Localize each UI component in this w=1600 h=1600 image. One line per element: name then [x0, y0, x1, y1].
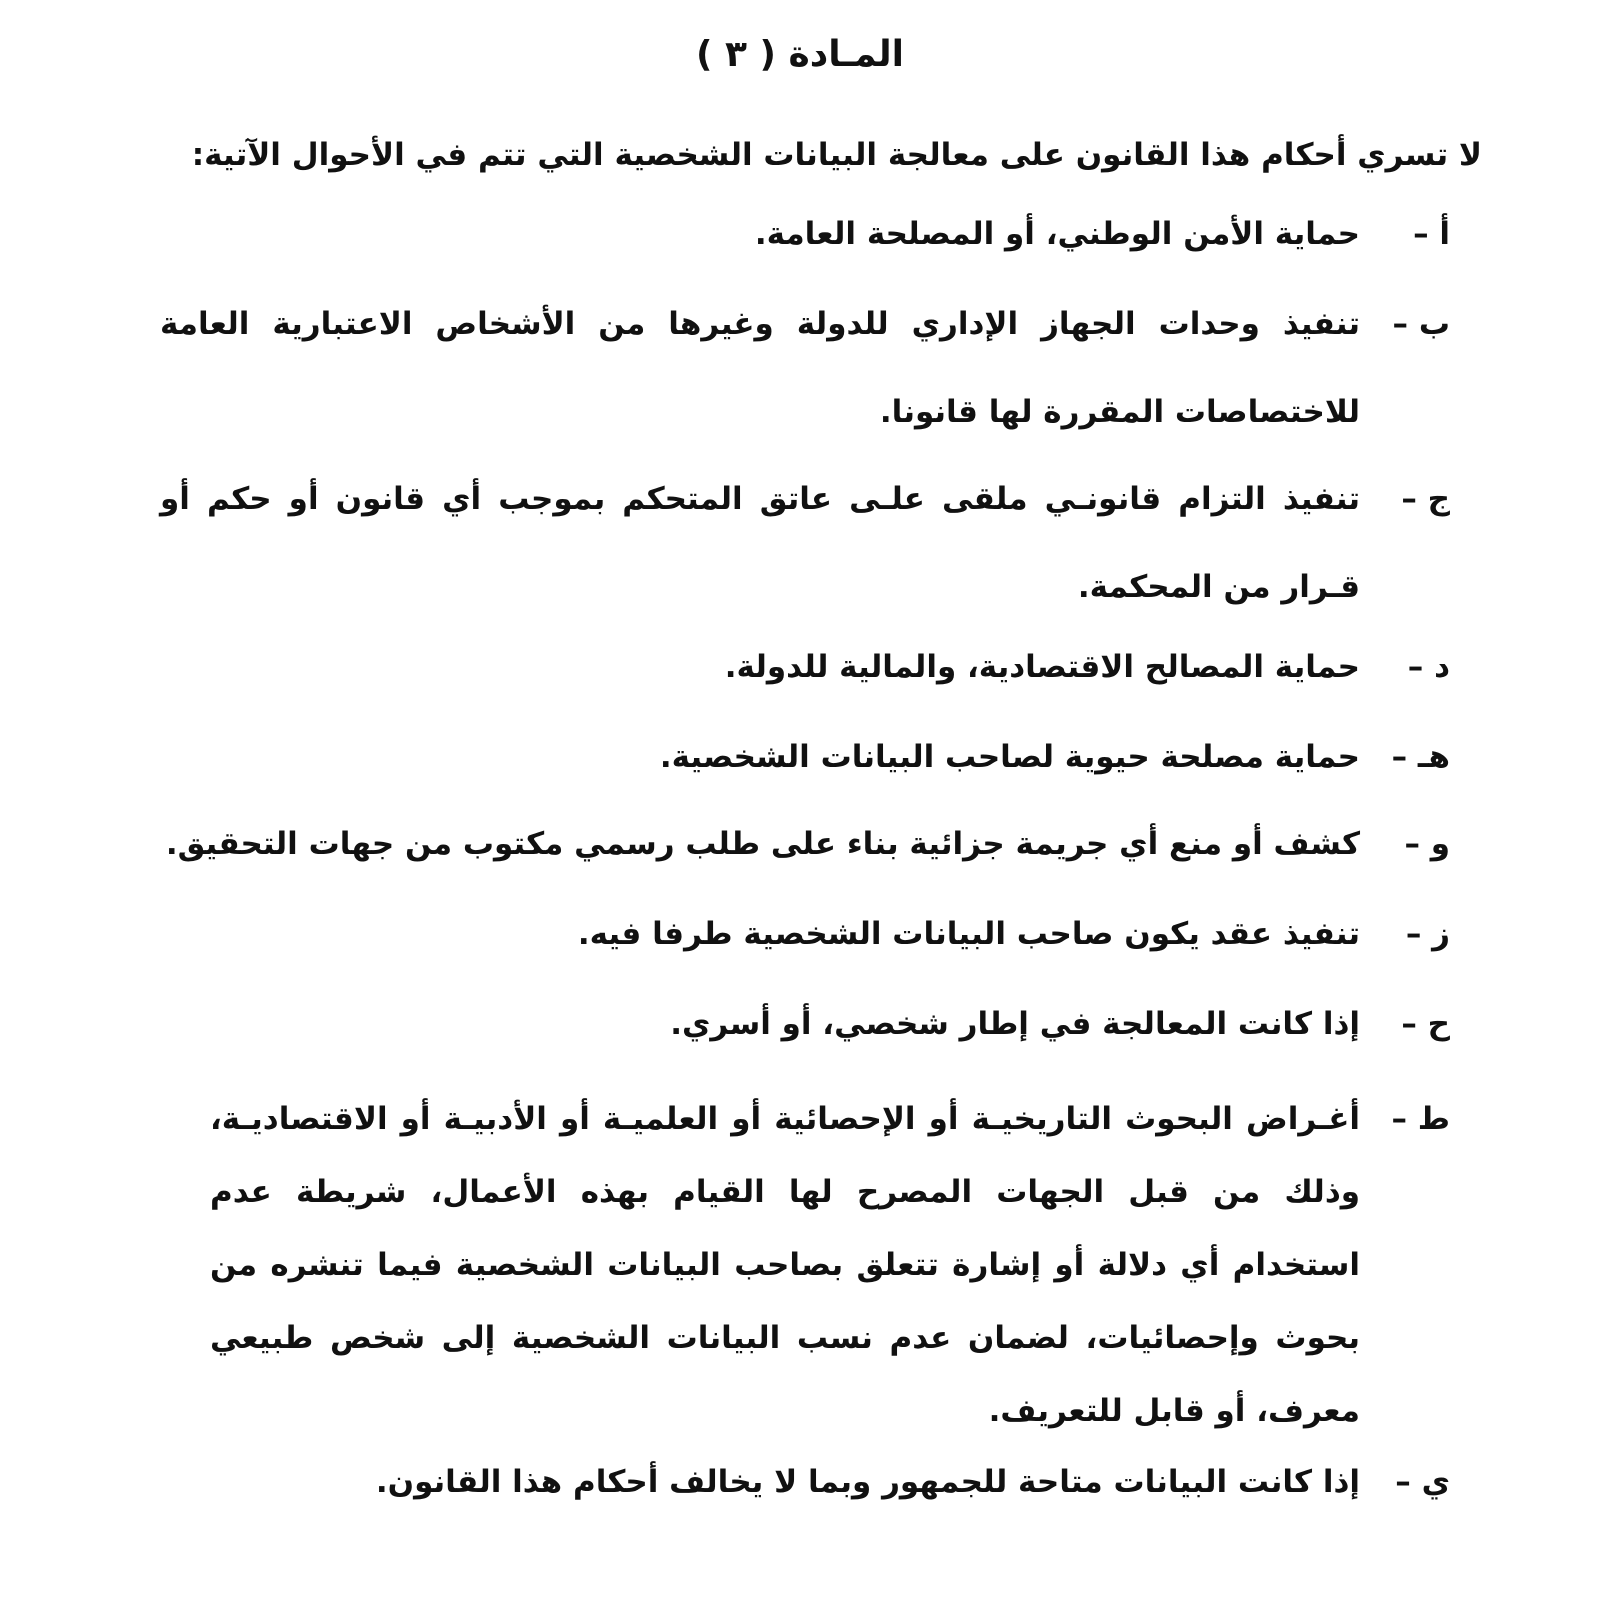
item-text: حماية المصالح الاقتصادية، والمالية للدولة.: [724, 649, 1360, 685]
list-item-b: [160, 280, 1450, 456]
item-text: تنفيذ وحدات الجهاز الإداري للدولة وغيرها من الأشخاص الاعتبارية العامة للاختصاصات المقررة لها قانونا.: [160, 306, 1360, 430]
item-marker: و –: [1404, 826, 1450, 862]
article-title: المـادة ( ٣ ): [695, 34, 905, 75]
item-text: كشف أو منع أي جريمة جزائية بناء على طلب رسمي مكتوب من جهات التحقيق.: [165, 826, 1360, 862]
item-marker: هـ –: [1391, 739, 1450, 775]
list-item-i: [210, 1083, 1450, 1448]
item-marker: ج –: [1401, 481, 1450, 517]
item-text: تنفيذ التزام قانونـي ملقى علـى عاتق المتحكم بموجب أي قانون أو حكم أو قـرار من المحكمة.: [160, 481, 1360, 605]
item-marker: ي –: [1395, 1464, 1450, 1500]
item-marker: د –: [1407, 649, 1450, 685]
item-text: إذا كانت المعالجة في إطار شخصي، أو أسري.: [670, 1006, 1360, 1042]
item-marker: ب –: [1392, 306, 1450, 342]
item-text: تنفيذ عقد يكون صاحب البيانات الشخصية طرفا فيه.: [577, 916, 1360, 952]
item-text: حماية مصلحة حيوية لصاحب البيانات الشخصية.: [659, 739, 1360, 775]
list-item-g: [160, 890, 1450, 978]
list-item-j: [160, 1438, 1450, 1526]
article-intro: لا تسري أحكام هذا القانون على معالجة البيانات الشخصية التي تتم في الأحوال الآتية:: [191, 137, 1482, 173]
list-item-c: [160, 455, 1450, 631]
item-marker: أ –: [1413, 216, 1450, 252]
item-text: أغـراض البحوث التاريخيـة أو الإحصائية أو العلميـة أو الأدبيـة أو الاقتصاديـة، وذلك من قبل الجهات المصرح لها القيام بهذه الأعمال، شريطة عدم استخدام أي دلالة أو إشارة تتعلق بصاحب البيانات الشخصية فيما تنشره من بحوث وإحصائيات، لضمان عدم نسب البيانات الشخصية إلى شخص طبيعي معرف، أو قابل للتعريف.: [210, 1101, 1360, 1429]
list-item-h: [160, 980, 1450, 1068]
item-text: حماية الأمن الوطني، أو المصلحة العامة.: [754, 216, 1360, 252]
list-item-f: [160, 800, 1450, 888]
item-text: إذا كانت البيانات متاحة للجمهور وبما لا يخالف أحكام هذا القانون.: [375, 1464, 1360, 1500]
item-marker: ح –: [1401, 1006, 1450, 1042]
item-marker: ط –: [1391, 1101, 1450, 1137]
item-marker: ز –: [1405, 916, 1450, 952]
list-item-d: [160, 623, 1450, 711]
list-item-e: [160, 713, 1450, 801]
list-item-a: [160, 190, 1450, 278]
